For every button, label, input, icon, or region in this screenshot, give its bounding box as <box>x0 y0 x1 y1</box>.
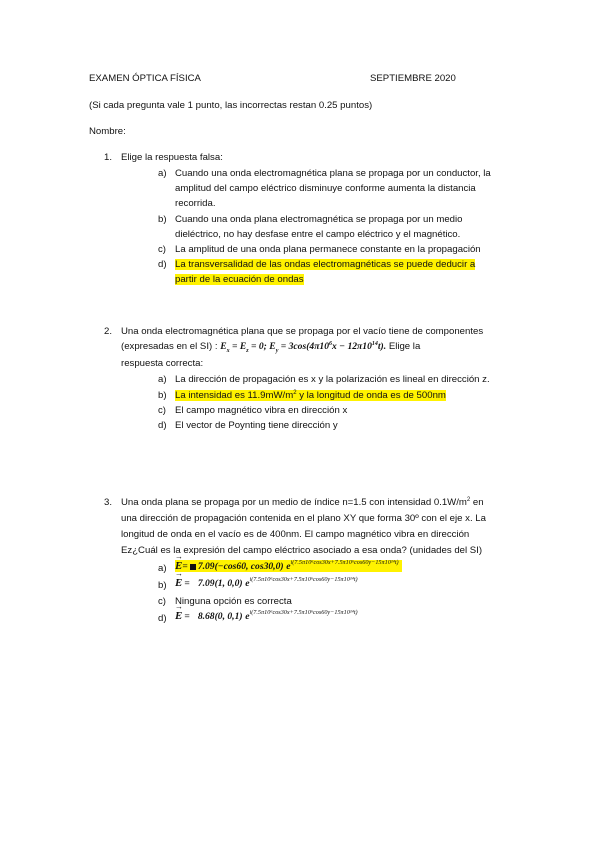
q3-option-d-exponent: i(7.5π10⁶cos30x+7.5π10⁶cos60y−15π10¹⁴t) <box>249 609 358 616</box>
q2-stem-line1: Una onda electromagnética plana que se propaga por el vacío tiene de componentes <box>121 326 484 337</box>
q3-number: 3. <box>104 497 113 508</box>
q2-option-b-text: La intensidad es $11.9mW/m^2$ y la longitud de onda es de 500nm <box>175 390 446 401</box>
q3-option-b-letter: b) <box>158 580 167 591</box>
q3-option-a-vector: → E <box>175 560 182 572</box>
q2-option-a-letter: a) <box>158 374 167 385</box>
q2-option-a-text: La dirección de propagación es x y la polarización es lineal en dirección z. <box>175 374 490 385</box>
q1-option-a-line3: recorrida. <box>175 198 216 209</box>
q3-stem-line1: Una onda plana se propaga por un medio de índice n=1.5 con intensidad $0.1W/m^2$ en <box>121 497 484 508</box>
q3-option-a-amplitude: 7.09(−cos60, cos30,0) <box>197 561 284 572</box>
q3-option-a-exp-base: e <box>286 561 291 572</box>
q2-number: 2. <box>104 326 113 337</box>
q3-stem-line3: longitud de onda en el vacío es de 400nm. El campo magnético vibra en dirección <box>121 529 470 540</box>
q2-option-c-letter: c) <box>158 405 166 416</box>
q1-option-a-line2: amplitud del campo eléctrico disminuye conforme aumenta la distancia <box>175 183 476 194</box>
q2-equation: $E_x = E_z = 0$; $E_y = 3\cos(4\pi 10^6x - 12\pi 10^{14}t)$. <box>220 341 387 354</box>
q3-stem-line4: Ez¿Cuál es la expresión del campo eléctrico asociado a esa onda? (unidades del SI) <box>121 545 483 556</box>
q2-stem-line2 <box>121 341 420 354</box>
q3-option-a-letter: a) <box>158 563 167 574</box>
q3-option-d-letter: d) <box>158 613 167 624</box>
q3-option-c-letter: c) <box>158 596 166 607</box>
q2-option-d-text: El vector de Poynting tiene dirección y <box>175 420 338 431</box>
q2-option-c-text: El campo magnético vibra en dirección x <box>175 405 348 416</box>
q3-option-b-amplitude: 7.09(1, 0,0) <box>197 578 243 589</box>
q1-option-b-line1: Cuando una onda plana electromagnética se propaga por un medio <box>175 214 463 225</box>
exam-date: SEPTIEMBRE 2020 <box>370 73 456 84</box>
square-glyph-icon <box>190 564 196 570</box>
q1-option-a-line1: Cuando una onda electromagnética plana se propaga por un conductor, la <box>175 168 491 179</box>
q1-stem: Elige la respuesta falsa: <box>121 152 223 163</box>
q3-option-a-formula: → E= 7.09(−cos60, cos30,0) $e^{i(7.5\pi 10^6cos30x+7.5\pi 10^6cos60y-15\pi 10^{14}t)}$ <box>175 560 402 572</box>
q1-option-d-letter: d) <box>158 259 167 270</box>
q3-option-b-exponent: i(7.5π10⁶cos30x+7.5π10⁶cos60y−15π10¹⁴t) <box>249 576 358 583</box>
q3-option-b-formula: → E = 7.09(1, 0,0) $e^{i(7.5\pi 10^6cos30x+7.5\pi 10^6cos60y-15\pi 10^{14}t)}$ <box>175 577 358 589</box>
q2-stem-suffix: Elige la <box>388 341 421 352</box>
q2-option-d-letter: d) <box>158 420 167 431</box>
q3-option-b-exp-base: e <box>245 578 250 589</box>
name-label: Nombre: <box>89 126 126 137</box>
exam-title: EXAMEN ÓPTICA FÍSICA <box>89 73 201 84</box>
q3-option-b-vector: → E <box>175 577 182 589</box>
q1-number: 1. <box>104 152 113 163</box>
q3-option-d-exp-base: e <box>245 611 250 622</box>
q1-option-a-letter: a) <box>158 168 167 179</box>
q3-option-c-text: Ninguna opción es correcta <box>175 596 292 607</box>
q3-option-d-amplitude: 8.68(0, 0,1) <box>197 611 243 622</box>
q3-option-d-vector: → E <box>175 610 182 622</box>
q2-option-b-letter: b) <box>158 390 167 401</box>
q1-option-d-line2: partir de la ecuación de ondas <box>175 274 304 285</box>
q1-option-c-text: La amplitud de una onda plana permanece constante en la propagación <box>175 244 481 255</box>
exam-instructions: (Si cada pregunta vale 1 punto, las incorrectas restan 0.25 puntos) <box>89 100 373 111</box>
q3-option-a-exponent: i(7.5π10⁶cos30x+7.5π10⁶cos60y−15π10¹⁴t) <box>290 559 399 566</box>
q1-option-c-letter: c) <box>158 244 166 255</box>
q1-option-d-line1: La transversalidad de las ondas electromagnéticas se puede deducir a <box>175 259 476 270</box>
q1-option-b-letter: b) <box>158 214 167 225</box>
q1-option-b-line2: dieléctrico, no hay desfase entre el campo eléctrico y el magnético. <box>175 229 461 240</box>
q2-stem-prefix: (expresadas en el SI) : <box>121 341 218 352</box>
q3-stem-line2: una dirección de propagación contenida en el plano XY que forma 30º con el eje x. La <box>121 513 486 524</box>
q3-option-d-formula: → E = 8.68(0, 0,1) $e^{i(7.5\pi 10^6cos30x+7.5\pi 10^6cos60y-15\pi 10^{14}t)}$ <box>175 610 358 622</box>
q2-stem-line3: respuesta correcta: <box>121 358 204 369</box>
